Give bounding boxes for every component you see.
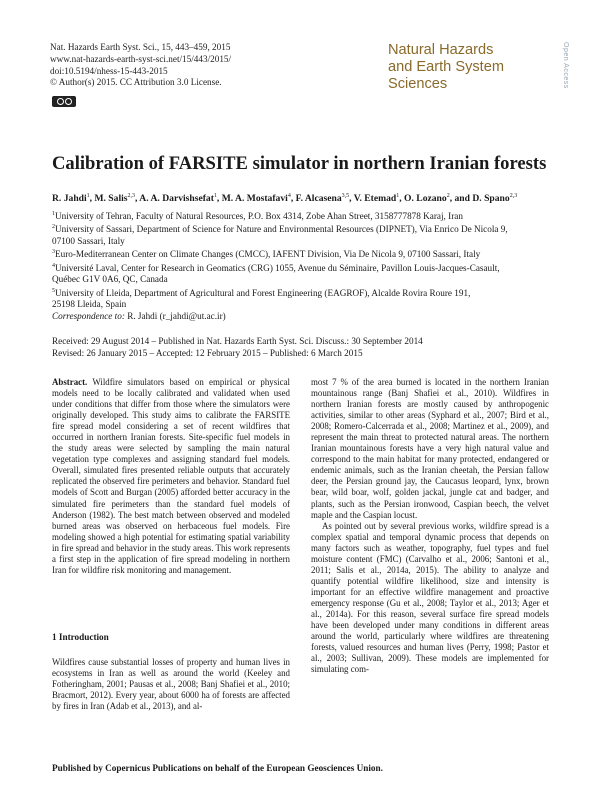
affiliation-line: Québec G1V 0A6, QC, Canada [52, 274, 168, 285]
journal-url[interactable]: www.nat-hazards-earth-syst-sci.net/15/443/2015/ [50, 53, 232, 64]
revised-line: Revised: 26 January 2015 – Accepted: 12 February 2015 – Published: 6 March 2015 [52, 347, 363, 358]
publisher-footer: Published by Copernicus Publications on behalf of the European Geosciences Union. [52, 763, 383, 773]
open-access-label: Open Access [562, 42, 569, 89]
right-column [311, 377, 549, 675]
correspondence-email[interactable]: R. Jahdi (r_jahdi@ut.ac.ir) [127, 311, 226, 321]
abstract-text: Wildfire simulators based on empirical or physical models need to be locally calibrated and validated when used under conditions that differ from those where the simulators were originally developed. This study aims to calibrate the FARSITE fire spread model considering a set of recent wildfires that occurred in northern Iranian forests. Site-specific fuel models in the study areas were selected by sampling the main natural vegetation type complexes and assigning standard fuel models. Overall, simulated fires presented reliable outputs that accurately replicated the observed fire perimeters and behavior. Standard fuel models of Scott and Burgan (2005) afforded better accuracy in the simulated fire perimeters than the standard fuel models of Anderson (1982). The best match between observed and modeled burned areas was observed on herbaceous fuel models. Fire modeling showed a high potential for estimating spatial variability in fire spread and behavior in the study areas. This work represents a first step in the application of fire spread modeling in northern Iran for wildfire risk monitoring and management. [52, 377, 290, 575]
right-paragraph-1: most 7 % of the area burned is located in the northern Iranian mountainous range (Banj Shafiei et al., 2010). Wildfires in northern Iranian forests are mostly caused by anthropogenic activities, similar to other areas (Syphard et al., 2007; Bird et al., 2008; Romero-Calcerrada et al., 2008; Martinez et al., 2009), and represent the main threat to protected natural areas. The northern Iranian mountainous forests have a very high natural value and correspond to the main habitat for many protected, endangered or endemic animals, such as the Iranian cheetah, the Persian fallow deer, the Persian ground jay, the Caucasus leopard, lynx, brown bear, wild boar, wolf, golden jackal, jungle cat and badger, and plants, such as the Persian ironwood, Caspian beech, the velvet maple and the Caspian locust. [311, 377, 549, 520]
author-affiliation-marker: 4 [287, 193, 291, 199]
abstract-paragraph [52, 377, 290, 576]
affiliation-number: 4 [52, 262, 55, 269]
author-affiliation-marker: 2,3 [509, 193, 518, 199]
author-name: O. Lozano [404, 193, 447, 205]
affiliation-line: $^3$Euro-Mediterranean Center on Climate Changes (CMCC), IAFENT Division, Via De Nicola 9, 07100 Sassari, Italy [52, 249, 481, 260]
author-affiliation-marker: 2 [446, 193, 450, 199]
affiliation-line: $^2$University of Sassari, Department of Science for Nature and Environmental Resources (DIPNET), Via Enrico De Nicola 9, [52, 224, 508, 235]
author-name: V. Etemad [353, 193, 397, 205]
author-affiliation-marker: 1 [396, 193, 400, 199]
cc-circle-icon [57, 98, 64, 105]
cc-by-icon[interactable] [52, 96, 76, 107]
abstract-block [52, 377, 290, 576]
affiliation-number: 5 [52, 287, 55, 294]
journal-doi[interactable]: doi:10.5194/nhess-15-443-2015 [50, 65, 168, 76]
brand-line-3: Sciences [388, 76, 448, 93]
affiliation-number: 2 [52, 224, 55, 231]
affiliation-number: 3 [52, 249, 55, 256]
author-name: R. Jahdi [52, 193, 87, 205]
author-name: F. Alcasena [295, 193, 342, 205]
received-line: Received: 29 August 2014 – Published in Nat. Hazards Earth Syst. Sci. Discuss.: 30 September 2014 [52, 336, 423, 346]
brand-line-2: and Earth System [388, 59, 504, 76]
article-title: Calibration of FARSITE simulator in northern Iranian forests [52, 153, 547, 174]
journal-meta [50, 42, 231, 89]
author-name: M. A. Mostafavi [221, 193, 288, 205]
author-list: R. Jahdi$^1$, M. Salis$^{2,3}$, A. A. Darvishsefat$^1$, M. A. Mostafavi$^4$, F. Alcasena$^{3,5}$, V. Etemad$^1$, O. Lozano$^2$, and D. Spano$^{2,3}$ [52, 193, 518, 205]
affiliation-line: 07100 Sassari, Italy [52, 235, 125, 246]
correspondence-label: Correspondence to: [52, 311, 125, 321]
author-name: A. A. Darvishsefat [139, 193, 214, 205]
abstract-label: Abstract. [52, 377, 88, 387]
article-dates [52, 336, 423, 360]
author-name: M. Salis [94, 193, 128, 205]
brand-line-1: Natural Hazards [388, 42, 494, 58]
correspondence [52, 311, 226, 321]
affiliation-line: $^4$Université Laval, Center for Research in Geomatics (CRG) 1055, Avenue du Séminaire, Pavillon Louis-Jacques-Casault, [52, 262, 500, 273]
journal-license: © Author(s) 2015. CC Attribution 3.0 License. [50, 77, 222, 88]
affiliation-line: $^5$University of Lleida, Department of Agricultural and Forest Engineering (EAGROF), Alcalde Rovira Roure 191, [52, 287, 471, 298]
author-affiliation-marker: 1 [86, 193, 90, 199]
intro-block [52, 657, 290, 712]
right-paragraph-2: As pointed out by several previous works, wildfire spread is a complex spatial and temporal dynamic process that depends on many factors such as weather, topography, fuel types and fuel moisture content (FMC) (Carvalho et al., 2006; Santoni et al., 2011; Salis et al., 2014a, 2015). The ability to analyze and quantify potential wildfire likelihood, size and intensity is important for an effective wildfire management and proactive emergency response (Gu et al., 2008; Taylor et al., 2013; Ager et al., 2014a). For this reason, several surface fire spread models have been developed under many conditions in different areas around the world, particularly where wildfires are threatening forests, valued resources and human lives (Perry, 1998; Pastor et al., 2003; Sullivan, 2009). These models are implemented for simulating com- [311, 520, 549, 675]
journal-citation: Nat. Hazards Earth Syst. Sci., 15, 443–459, 2015 [50, 42, 231, 52]
intro-paragraph: Wildfires cause substantial losses of property and human lives in ecosystems in Iran as well as around the world (Keeley and Fotheringham, 2001; Pausas et al., 2008; Banj Shafiei et al., 2010; Bracmort, 2012). Every year, about 6000 ha of forests are affected by fires in Iran (Adab et al., 2013), and al- [52, 657, 290, 712]
journal-brand [388, 42, 504, 94]
affiliation-line: $^1$University of Tehran, Faculty of Natural Resources, P.O. Box 4314, Zobe Ahan Street, 3158777878 Karaj, Iran [52, 211, 463, 222]
affiliation-line: 25198 Lleida, Spain [52, 299, 127, 310]
affiliation-number: 1 [52, 211, 55, 217]
author-name: and D. Spano [454, 193, 510, 205]
author-affiliation-marker: 3,5 [341, 193, 350, 199]
by-circle-icon [65, 98, 72, 105]
author-affiliation-marker: 1 [213, 193, 217, 199]
intro-heading: 1 Introduction [52, 632, 109, 642]
affiliation-list [52, 209, 552, 311]
author-affiliation-marker: 2,3 [127, 193, 136, 199]
